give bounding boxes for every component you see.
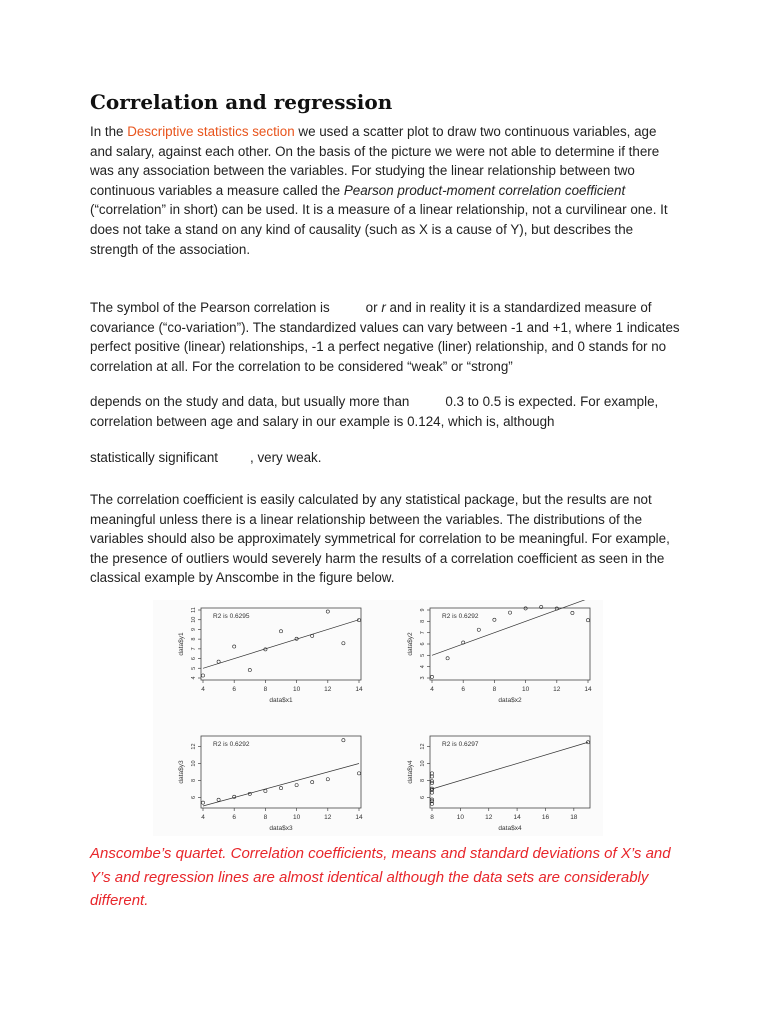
y-tick-label: 8 [420,778,426,783]
x-tick-label: 8 [430,814,434,821]
x-tick-label: 6 [461,686,466,693]
x-tick-label: 14 [355,814,363,821]
x-tick-label: 6 [232,686,237,693]
x-tick-label: 8 [492,686,497,693]
y-tick-label: 4 [420,665,426,669]
pearson-text-3: and in reality it is a standardized measure of covariance (“co-variation”). The standardized values can vary between -1 and +1, where 1 indicates perfect positive (linear) relationships, -1 a perfect negative (liner) relationship, and 0 stands for no correlation at all. For the correlation to be considered “weak” or “strong” [90,300,680,374]
x-tick-label: 6 [232,814,237,821]
y-tick-label: 10 [420,760,426,767]
intro-text-1: we used a scatter plot to draw two continuous variables, age and salary, against each other. On the basis of the picture we were not able to determine if there was any association between the variables. For studying the linear relationship between two continuous variables a measure called the [90,124,660,198]
intro-italic-term: Pearson product-moment correlation coefficient [343,182,626,198]
x-tick-label: 4 [430,686,434,693]
data-point [493,618,496,621]
y-axis-label: data$y4 [407,760,414,784]
intro-text-2: (“correlation” in short) can be used. It is a measure of a linear relationship, not a curvilinear one. It does not take a stand on any kind of causality (such as X is a cause of Y), but describes the strength of the association. [90,202,668,257]
y-axis-label: data$y2 [407,632,414,656]
x-tick-label: 10 [521,686,530,693]
y-axis-label: data$y3 [178,760,185,784]
scatter-panel-2 [407,600,592,704]
data-point [446,657,449,660]
data-point [430,675,433,678]
x-tick-label: 10 [292,686,301,693]
y-tick-label: 3 [420,676,426,680]
plot-title: R2 is 0.6292 [442,613,479,620]
y-tick-label: 10 [191,760,197,767]
data-point [311,781,314,784]
anscombe-quartet-figure [153,600,603,836]
significance-text-2: , very weak. [250,450,322,465]
y-tick-label: 12 [191,743,197,750]
y-tick-label: 6 [420,795,426,800]
data-point [295,783,298,786]
x-axis-label: data$x2 [498,697,522,704]
anscombe-quartet-svg [153,600,603,836]
plot-title: R2 is 0.6292 [213,741,250,748]
x-tick-label: 14 [355,686,363,693]
data-point [201,801,204,804]
y-tick-label: 10 [191,616,197,623]
data-point [248,668,251,671]
regression-line [203,620,359,669]
pearson-r-symbol: r [381,300,386,315]
data-point [264,789,267,792]
data-point [524,607,527,610]
x-axis-label: data$x1 [269,697,293,704]
y-tick-label: 7 [420,631,426,635]
scatter-panel-3 [178,736,363,832]
descriptive-statistics-link[interactable]: Descriptive statistics section [127,124,295,139]
scatter-panel-4 [407,736,590,832]
y-tick-label: 5 [420,653,426,657]
x-tick-label: 4 [201,814,205,821]
x-tick-label: 14 [513,814,521,821]
paragraph-anscombe: The correlation coefficient is easily calculated by any statistical package, but the results are not meaningful unless there is a linear relationship between the variables. The distributions of the variables should also be approximately symmetrical for correlation to be meaningful. For example, the presence of outliers would severely harm the results of a correlation coefficient as seen in the classical example by Anscombe in the figure below. [90,492,670,586]
y-tick-label: 9 [420,608,426,612]
data-point [508,611,511,614]
x-tick-label: 8 [263,814,268,821]
data-point [233,645,236,648]
y-tick-label: 6 [420,642,426,646]
x-tick-label: 10 [456,814,464,821]
data-point [477,628,480,631]
data-point [217,660,220,663]
y-tick-label: 6 [191,657,197,661]
significance-text-1: statistically significant [90,450,219,465]
y-tick-label: 8 [191,778,197,783]
plot-title: R2 is 0.6297 [442,741,479,748]
data-point [233,795,236,798]
y-tick-label: 8 [420,619,426,623]
page-title: Correlation and regression [90,90,393,114]
x-tick-label: 12 [324,686,332,693]
y-tick-label: 7 [191,647,197,651]
paragraph-pearson-symbol [90,298,680,376]
data-point [326,778,329,781]
paragraph-threshold [90,392,680,431]
x-axis-label: data$x3 [269,825,293,832]
x-tick-label: 14 [584,686,592,693]
threshold-text-1: depends on the study and data, but usually more than [90,394,410,409]
x-axis-label: data$x4 [498,825,522,832]
plot-title: R2 is 0.6295 [213,613,250,620]
regression-line [203,764,359,807]
data-point [342,642,345,645]
x-tick-label: 12 [324,814,332,821]
data-point [430,772,433,775]
pearson-text-2: or [365,300,382,315]
x-tick-label: 12 [553,686,561,693]
y-tick-label: 12 [420,743,426,750]
data-point [430,775,433,778]
data-point [201,674,204,677]
regression-line [432,742,588,789]
paragraph-intro [90,122,680,259]
y-tick-label: 8 [191,637,197,641]
y-tick-label: 9 [191,627,197,631]
y-tick-label: 4 [191,676,197,680]
data-point [586,619,589,622]
data-point [248,792,251,795]
data-point [357,772,360,775]
threshold-text-2: 0.3 to 0.5 is expected. For example, correlation between age and salary in our example is 0.124, which is, although [90,394,659,429]
x-tick-label: 16 [541,814,550,821]
data-point [571,611,574,614]
y-tick-label: 6 [191,795,197,800]
x-tick-label: 10 [292,814,301,821]
data-point [311,634,314,637]
x-tick-label: 8 [263,686,268,693]
y-tick-label: 11 [191,607,197,613]
data-point [217,798,220,801]
scatter-panel-1 [178,607,363,704]
data-point [326,610,329,613]
data-point [279,786,282,789]
x-tick-label: 4 [201,686,205,693]
intro-lead: In the [90,124,128,139]
data-point [342,739,345,742]
paragraph-significance [90,448,680,468]
data-point [279,630,282,633]
x-tick-label: 12 [485,814,493,821]
figure-caption: Anscombe’s quartet. Correlation coefficients, means and standard deviations of X’s and Y’s and regression lines are almost identical although the data sets are considerably different. [90,845,671,909]
pearson-text-1: The symbol of the Pearson correlation is [90,300,330,315]
x-tick-label: 18 [570,814,578,821]
y-tick-label: 5 [191,666,197,670]
y-axis-label: data$y1 [178,632,185,656]
